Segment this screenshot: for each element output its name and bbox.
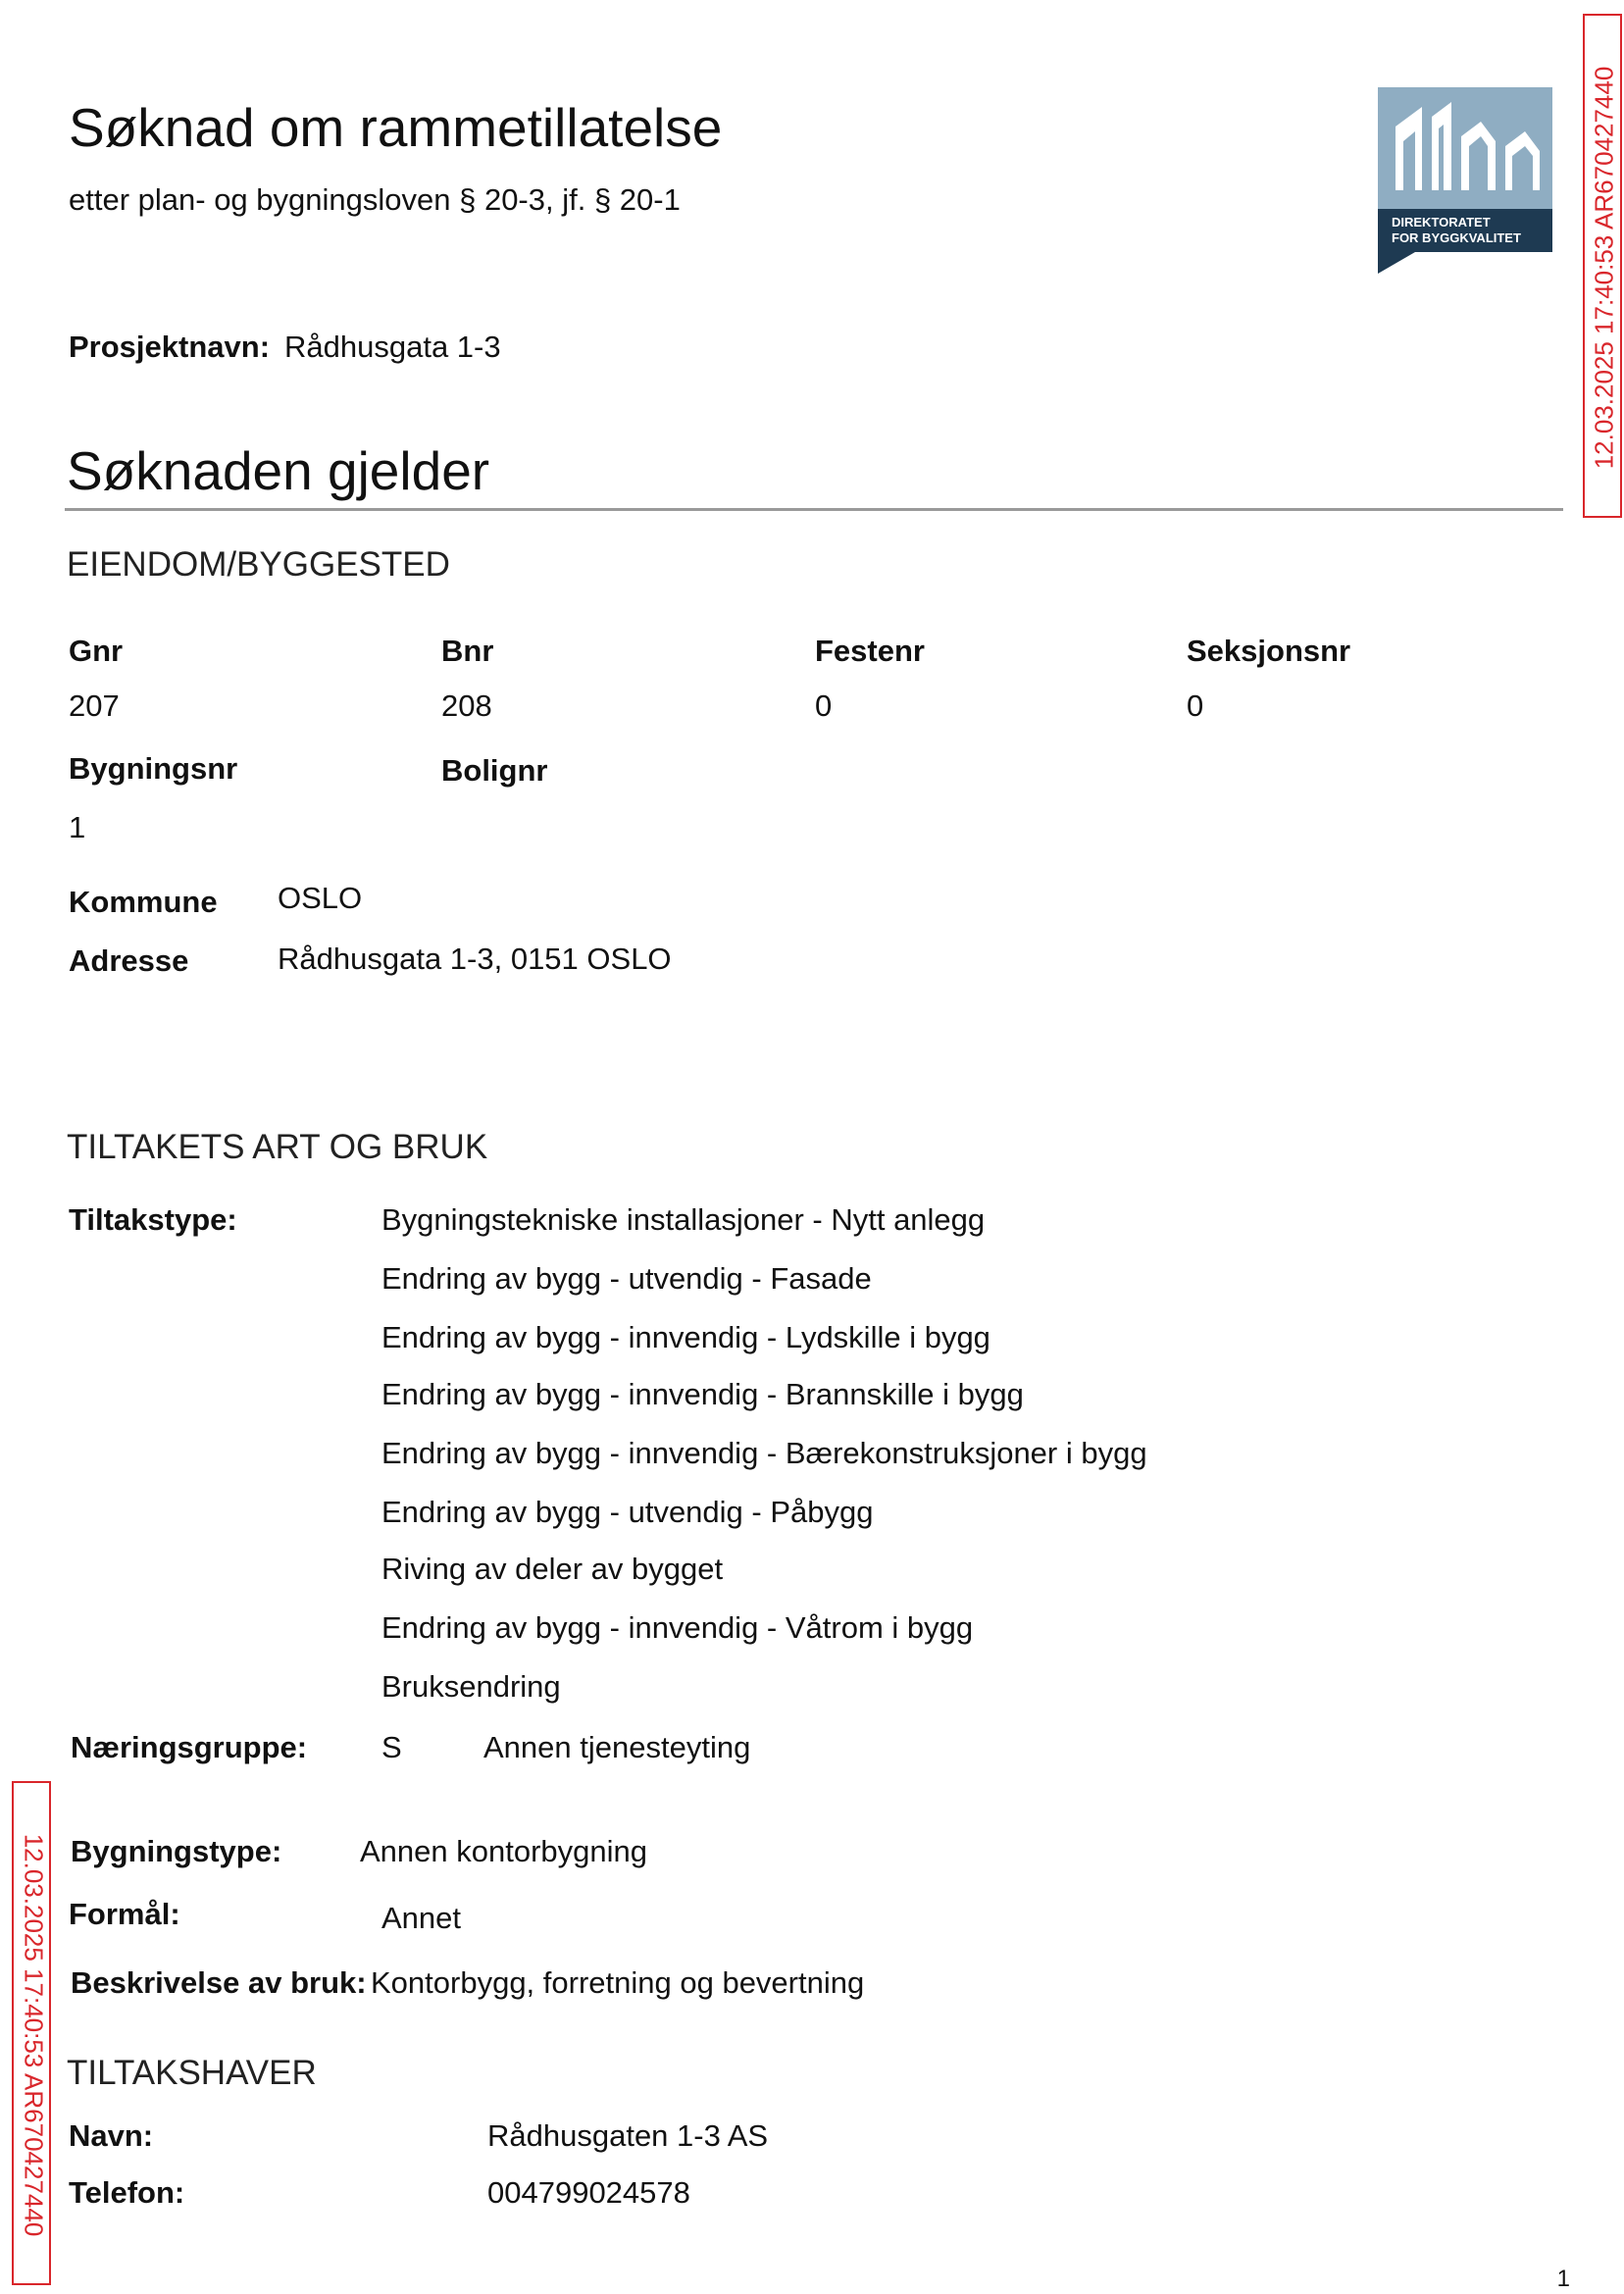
project-label: Prosjektnavn: <box>69 330 271 364</box>
eiendom-heading: EIENDOM/BYGGESTED <box>67 545 450 584</box>
tiltakshaver-heading: TILTAKSHAVER <box>67 2054 317 2092</box>
seksjonsnr-value: 0 <box>1187 688 1204 723</box>
bygningstype-label: Bygningstype: <box>71 1834 282 1868</box>
logo-line2: FOR BYGGKVALITET <box>1392 230 1521 245</box>
tiltakstype-item: Bygningstekniske installasjoner - Nytt anlegg <box>381 1202 986 1237</box>
navn-label: Navn: <box>69 2118 154 2153</box>
festenr-label: Festenr <box>815 634 925 668</box>
telefon-label: Telefon: <box>69 2175 185 2210</box>
section-divider <box>65 508 1563 511</box>
logo-line1: DIREKTORATET <box>1392 215 1491 229</box>
stamp-text: 12.03.2025 17:40:53 AR670427440 <box>19 1833 49 2237</box>
beskrivelse-value: Kontorbygg, forretning og bevertning <box>371 1965 865 2000</box>
tiltakstype-item: Endring av bygg - innvendig - Våtrom i bygg <box>381 1610 974 1645</box>
bnr-label: Bnr <box>441 634 494 668</box>
kommune-value: OSLO <box>278 881 363 915</box>
bygningsnr-label: Bygningsnr <box>69 751 238 786</box>
kommune-label: Kommune <box>69 885 218 919</box>
tiltakstype-label: Tiltakstype: <box>69 1202 237 1237</box>
navn-value: Rådhusgaten 1-3 AS <box>487 2118 769 2153</box>
section-title: Søknaden gjelder <box>67 440 490 501</box>
tiltak-heading: TILTAKETS ART OG BRUK <box>67 1128 488 1166</box>
gnr-label: Gnr <box>69 634 124 668</box>
page-number: 1 <box>1556 2266 1570 2292</box>
logo-flag <box>1378 252 1415 274</box>
dibk-logo <box>1378 87 1552 252</box>
tiltakstype-item: Endring av bygg - innvendig - Brannskille i bygg <box>381 1377 1024 1411</box>
telefon-value: 004799024578 <box>487 2175 690 2210</box>
seksjonsnr-label: Seksjonsnr <box>1187 634 1351 668</box>
project-value: Rådhusgata 1-3 <box>284 330 501 364</box>
formal-label: Formål: <box>69 1897 180 1931</box>
page-title: Søknad om rammetillatelse <box>69 97 723 158</box>
page-subtitle: etter plan- og bygningsloven § 20-3, jf. § 20-1 <box>69 182 681 217</box>
beskrivelse-label: Beskrivelse av bruk: <box>71 1965 367 2000</box>
adresse-value: Rådhusgata 1-3, 0151 OSLO <box>278 942 672 976</box>
timestamp-stamp-left <box>12 1781 51 2285</box>
bygningstype-value: Annen kontorbygning <box>360 1834 648 1868</box>
stamp-text: 12.03.2025 17:40:53 AR670427440 <box>1589 66 1619 470</box>
bnr-value: 208 <box>441 688 492 723</box>
festenr-value: 0 <box>815 688 833 723</box>
naeringsgruppe-label: Næringsgruppe: <box>71 1730 308 1764</box>
tiltakstype-item: Endring av bygg - utvendig - Påbygg <box>381 1495 874 1529</box>
tiltakstype-item: Riving av deler av bygget <box>381 1552 724 1586</box>
formal-value: Annet <box>381 1901 462 1935</box>
naeringsgruppe-text: Annen tjenesteyting <box>483 1730 751 1764</box>
dibk-logo-icon <box>1378 87 1552 209</box>
tiltakstype-item: Endring av bygg - innvendig - Bærekonstruksjoner i bygg <box>381 1436 1147 1470</box>
tiltakstype-item: Bruksendring <box>381 1669 561 1704</box>
logo-text <box>1378 209 1552 252</box>
tiltakstype-item: Endring av bygg - utvendig - Fasade <box>381 1261 872 1296</box>
bolignr-label: Bolignr <box>441 753 548 788</box>
tiltakstype-item: Endring av bygg - innvendig - Lydskille i bygg <box>381 1320 990 1354</box>
gnr-value: 207 <box>69 688 120 723</box>
timestamp-stamp-right <box>1583 14 1622 518</box>
bygningsnr-value: 1 <box>69 810 86 844</box>
naeringsgruppe-code: S <box>381 1730 402 1764</box>
adresse-label: Adresse <box>69 943 189 978</box>
